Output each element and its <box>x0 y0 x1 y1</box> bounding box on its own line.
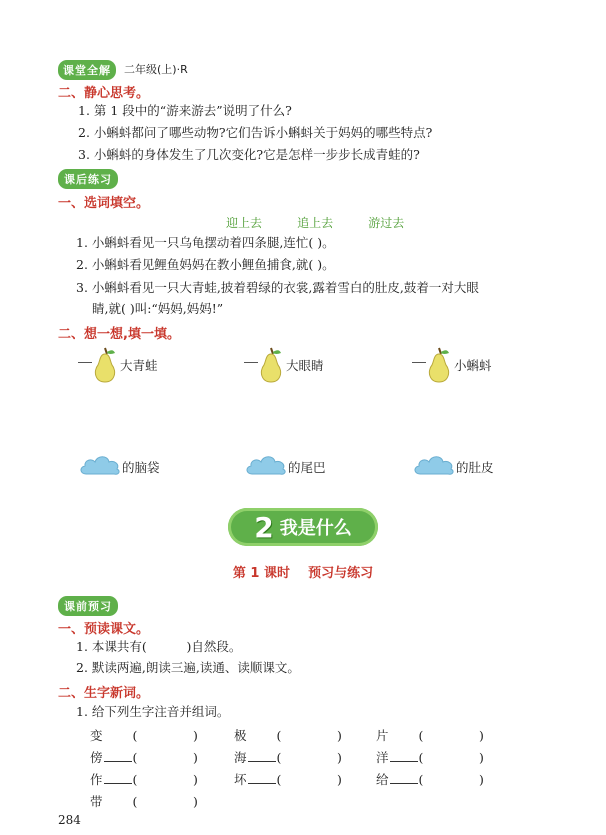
underline-blank[interactable] <box>390 783 418 784</box>
header-subtitle: 二年级(上)·R <box>124 63 188 76</box>
pear-label-1: 大青蛙 <box>120 358 158 373</box>
words-instruction: 1. 给下列生字注音并组词。 <box>76 704 230 719</box>
lesson-number: 2 <box>254 510 274 544</box>
header-badge: 课堂全解 <box>58 60 116 80</box>
pear-icon <box>424 346 454 384</box>
after-class-badge: 课后练习 <box>58 169 118 189</box>
char: 傍 <box>90 750 103 765</box>
lesson-subtitle: 第 1 课时 预习与练习 <box>232 566 374 581</box>
pear-row <box>78 346 598 386</box>
think-item-3: 3. 小蝌蚪的身体发生了几次变化?它是怎样一步步长成青蛙的? <box>78 147 420 162</box>
char: 坏 <box>234 772 247 787</box>
word-choice-1: 迎上去 <box>226 216 263 230</box>
pear-label-3: 小蝌蚪 <box>454 358 492 373</box>
paren-blank[interactable]: ( ) <box>132 772 198 787</box>
think-fill-heading: 二、想一想,填一填。 <box>58 327 180 342</box>
paren-blank[interactable]: ( ) <box>276 750 342 765</box>
fill-item-3a: 3. 小蝌蚪看见一只大青蛙,披着碧绿的衣裳,露着雪白的肚皮,鼓着一对大眼 <box>76 280 479 295</box>
word-choices <box>226 212 434 231</box>
underline-blank[interactable] <box>390 761 418 762</box>
words-heading: 二、生字新词。 <box>58 686 150 701</box>
cloud-icon <box>78 452 122 478</box>
char: 变 <box>90 728 103 743</box>
cloud-icon <box>244 452 288 478</box>
char: 极 <box>234 728 247 743</box>
underline-blank[interactable] <box>104 761 132 762</box>
cloud-label-1: 的脑袋 <box>122 460 160 475</box>
cloud-label-3: 的肚皮 <box>456 460 494 475</box>
char-cell <box>376 748 484 766</box>
char: 海 <box>234 750 247 765</box>
cloud-row <box>78 452 598 482</box>
before-class-badge: 课前预习 <box>58 596 118 616</box>
paren-blank[interactable]: ( ) <box>132 794 198 809</box>
char-cell <box>234 748 342 766</box>
preread-item-1: 1. 本课共有( )自然段。 <box>76 639 242 654</box>
underline-blank[interactable] <box>248 761 276 762</box>
underline-blank[interactable] <box>104 783 132 784</box>
paren-blank[interactable]: ( ) <box>418 750 484 765</box>
char: 带 <box>90 794 103 809</box>
word-choice-2: 追上去 <box>297 216 334 230</box>
char-cell <box>90 792 198 810</box>
fill-heading: 一、选词填空。 <box>58 196 150 211</box>
char-cell <box>376 770 484 788</box>
pear-label-2: 大眼睛 <box>286 358 324 373</box>
char-cell <box>90 748 198 766</box>
char: 洋 <box>376 750 389 765</box>
paren-blank[interactable]: ( ) <box>418 772 484 787</box>
think-item-1: 1. 第 1 段中的“游来游去”说明了什么? <box>78 103 292 118</box>
word-choice-3: 游过去 <box>368 216 405 230</box>
char-grid <box>90 726 550 811</box>
pear-icon <box>256 346 286 384</box>
preread-item-2: 2. 默读两遍,朗读三遍,读通、读顺课文。 <box>76 660 300 675</box>
char-cell <box>234 770 342 788</box>
think-item-2: 2. 小蝌蚪都问了哪些动物?它们告诉小蝌蚪关于妈妈的哪些特点? <box>78 125 433 140</box>
paren-blank[interactable]: ( ) <box>132 750 198 765</box>
char-cell <box>90 770 198 788</box>
preread-heading: 一、预读课文。 <box>58 622 150 637</box>
fill-item-2: 2. 小蝌蚪看见鲤鱼妈妈在教小鲤鱼捕食,就( )。 <box>76 257 335 272</box>
char: 给 <box>376 772 389 787</box>
cloud-label-2: 的尾巴 <box>288 460 326 475</box>
paren-blank[interactable]: ( ) <box>276 728 342 743</box>
fill-item-3b: 睛,就( )叫:“妈妈,妈妈!” <box>92 301 224 316</box>
cloud-icon <box>412 452 456 478</box>
think-heading: 二、静心思考。 <box>58 86 150 101</box>
lesson-title: 我是什么 <box>279 518 352 539</box>
pear-icon <box>90 346 120 384</box>
char-cell <box>376 726 484 744</box>
paren-blank[interactable]: ( ) <box>276 772 342 787</box>
char: 作 <box>90 772 103 787</box>
char: 片 <box>376 728 389 743</box>
lesson-banner <box>228 508 378 546</box>
underline-blank[interactable] <box>248 783 276 784</box>
paren-blank[interactable]: ( ) <box>132 728 198 743</box>
paren-blank[interactable]: ( ) <box>418 728 484 743</box>
fill-item-1: 1. 小蝌蚪看见一只乌龟摆动着四条腿,连忙( )。 <box>76 235 335 250</box>
char-cell <box>234 726 342 744</box>
char-cell <box>90 726 198 744</box>
page-number: 284 <box>58 813 81 827</box>
